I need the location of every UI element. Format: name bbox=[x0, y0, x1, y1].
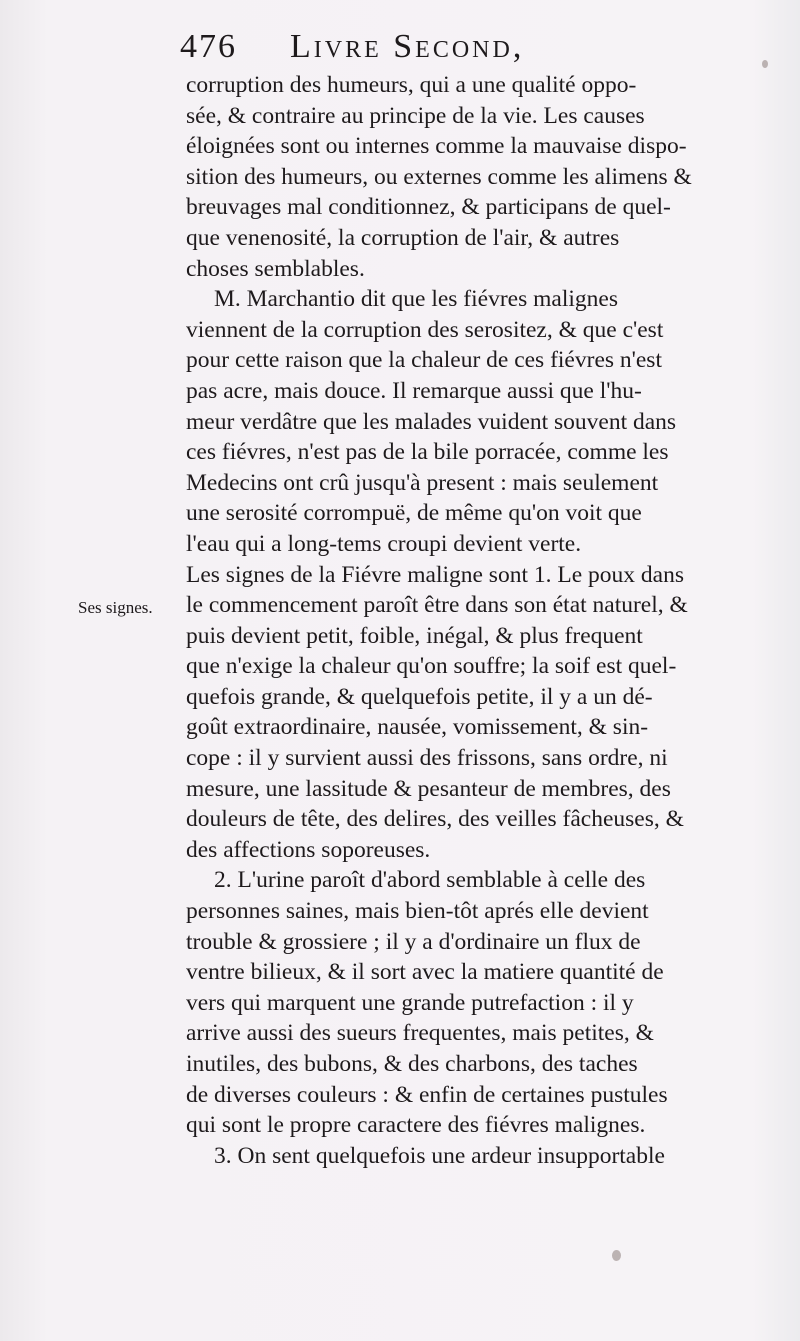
body-text bbox=[186, 70, 766, 1171]
text-line: une serosité corrompuë, de même qu'on voit que bbox=[186, 500, 642, 527]
text-line: des affections soporeuses. bbox=[186, 836, 431, 863]
text-line: choses semblables. bbox=[186, 255, 365, 282]
page-header bbox=[180, 24, 770, 70]
text-line: pas acre, mais douce. Il remarque aussi que l'hu- bbox=[186, 377, 642, 404]
text-line: ventre bilieux, & il sort avec la matiere quantité de bbox=[186, 959, 664, 986]
text-line: le commencement paroît être dans son état naturel, & bbox=[186, 592, 688, 619]
text-line: arrive aussi des sueurs frequentes, mais petites, & bbox=[186, 1020, 654, 1047]
text-line: mesure, une lassitude & pesanteur de membres, des bbox=[186, 775, 671, 802]
text-line: goût extraordinaire, nausée, vomissement, & sin- bbox=[186, 714, 649, 741]
text-line: corruption des humeurs, qui a une qualité oppo- bbox=[186, 72, 637, 98]
text-line: de diverses couleurs : & enfin de certaines pustules bbox=[186, 1081, 668, 1108]
text-line: cope : il y survient aussi des frissons, sans ordre, ni bbox=[186, 745, 668, 772]
text-line: trouble & grossiere ; il y a d'ordinaire un flux de bbox=[186, 928, 641, 955]
text-line: vers qui marquent une grande putrefaction : il y bbox=[186, 989, 634, 1016]
text-line: puis devient petit, foible, inégal, & plus frequent bbox=[186, 622, 643, 649]
text-line: Les signes de la Fiévre maligne sont 1. Le poux dans bbox=[186, 561, 684, 588]
text-line: viennent de la corruption des serositez, & que c'est bbox=[186, 316, 664, 343]
text-line: ces fiévres, n'est pas de la bile porracée, comme les bbox=[186, 439, 669, 466]
text-line: éloignées sont ou internes comme la mauvaise dispo- bbox=[186, 133, 687, 160]
text-line: que n'exige la chaleur qu'on souffre; la soif est quel- bbox=[186, 653, 677, 680]
text-line: 3. On sent quelquefois une ardeur insupportable bbox=[214, 1142, 665, 1169]
text-line: sée, & contraire au principe de la vie. Les causes bbox=[186, 102, 645, 129]
text-line: meur verdâtre que les malades vuident souvent dans bbox=[186, 408, 677, 435]
text-line: Medecins ont crû jusqu'à present : mais seulement bbox=[186, 469, 659, 496]
ink-spot bbox=[762, 60, 768, 68]
page-number: 476 bbox=[180, 28, 237, 65]
text-line: inutiles, des bubons, & des charbons, des taches bbox=[186, 1051, 638, 1077]
text-line: personnes saines, mais bien-tôt aprés elle devient bbox=[186, 898, 649, 925]
text-line: pour cette raison que la chaleur de ces fiévres n'est bbox=[186, 347, 662, 374]
text-line: 2. L'urine paroît d'abord semblable à celle des bbox=[214, 867, 646, 894]
margin-note: Ses signes. bbox=[78, 598, 153, 617]
text-line: l'eau qui a long-tems croupi devient verte. bbox=[186, 530, 582, 557]
running-title: Livre Second, bbox=[290, 28, 525, 65]
ink-spot bbox=[612, 1250, 621, 1261]
text-line: qui sont le propre caractere des fiévres malignes. bbox=[186, 1112, 646, 1139]
text-line: sition des humeurs, ou externes comme les alimens & bbox=[186, 163, 692, 190]
text-line: M. Marchantio dit que les fiévres malignes bbox=[214, 286, 618, 313]
text-line: que venenosité, la corruption de l'air, & autres bbox=[186, 224, 620, 251]
text-line: breuvages mal conditionnez, & participans de quel- bbox=[186, 194, 671, 221]
text-line: douleurs de tête, des delires, des veilles fâcheuses, & bbox=[186, 806, 684, 833]
text-line: quefois grande, & quelquefois petite, il y a un dé- bbox=[186, 683, 653, 710]
